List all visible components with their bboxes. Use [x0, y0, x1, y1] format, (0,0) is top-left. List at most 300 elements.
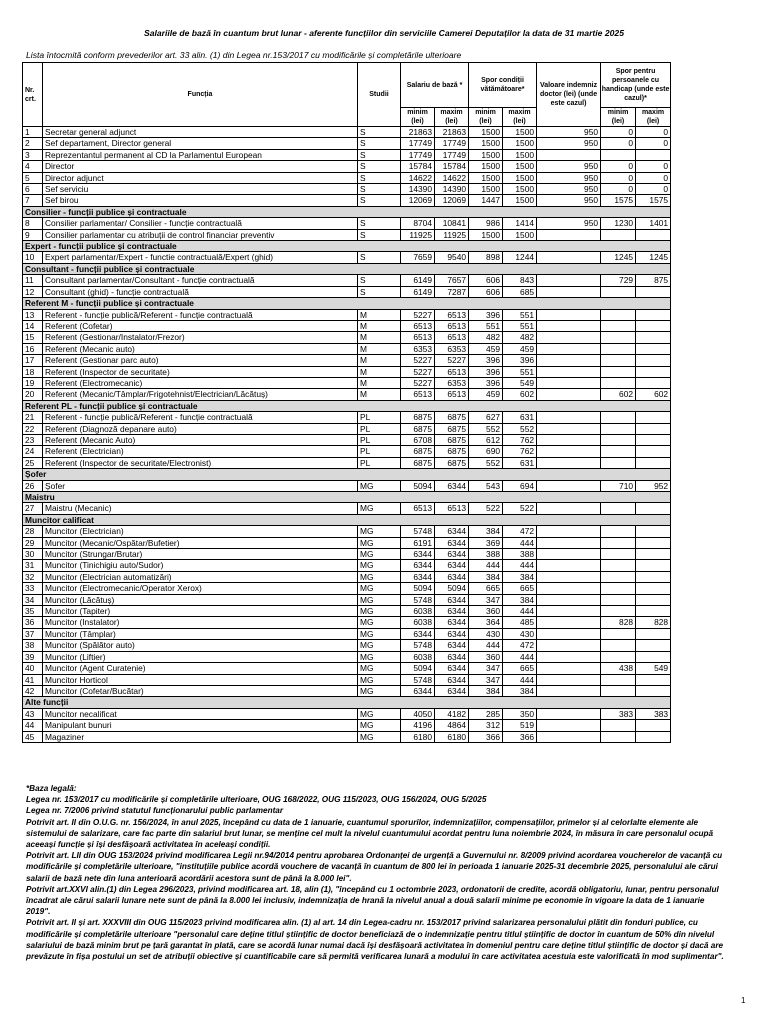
cell-b: 6344: [435, 571, 469, 582]
cell-h: [636, 594, 671, 605]
cell-h: [636, 446, 671, 457]
cell-d: 444: [503, 651, 537, 662]
cell-a: 5094: [401, 583, 435, 594]
cell-e: 950: [537, 172, 601, 183]
cell-h: [636, 332, 671, 343]
header-salariu: Salariu de bază *: [401, 63, 469, 108]
cell-n: 33: [23, 583, 43, 594]
cell-s: MG: [358, 594, 401, 605]
cell-s: MG: [358, 663, 401, 674]
cell-f: Referent (Cofetar): [43, 320, 358, 331]
section-row: [23, 469, 671, 480]
cell-d: 522: [503, 503, 537, 514]
cell-a: 14390: [401, 184, 435, 195]
cell-b: 6875: [435, 423, 469, 434]
cell-n: 20: [23, 389, 43, 400]
cell-c: 396: [469, 355, 503, 366]
cell-s: S: [358, 275, 401, 286]
table-row: [23, 127, 671, 138]
cell-f: Sef serviciu: [43, 184, 358, 195]
cell-e: [537, 434, 601, 445]
cell-d: 485: [503, 617, 537, 628]
section-row: [23, 206, 671, 217]
cell-f: Consilier parlamentar/ Consilier - funcție contractuală: [43, 218, 358, 229]
cell-d: 1500: [503, 149, 537, 160]
cell-b: 14622: [435, 172, 469, 183]
cell-n: 32: [23, 571, 43, 582]
cell-a: 5748: [401, 674, 435, 685]
cell-s: S: [358, 138, 401, 149]
cell-d: 388: [503, 549, 537, 560]
header-salariu-max: maxim (lei): [435, 108, 469, 127]
cell-f: Director adjunct: [43, 172, 358, 183]
cell-h: [636, 343, 671, 354]
cell-e: [537, 674, 601, 685]
cell-h: [636, 434, 671, 445]
cell-e: [537, 446, 601, 457]
cell-e: 950: [537, 195, 601, 206]
cell-c: 986: [469, 218, 503, 229]
cell-d: 430: [503, 628, 537, 639]
cell-b: 6344: [435, 537, 469, 548]
cell-b: 10841: [435, 218, 469, 229]
table-row: [23, 377, 671, 388]
cell-a: 6875: [401, 423, 435, 434]
cell-d: 444: [503, 674, 537, 685]
cell-n: 31: [23, 560, 43, 571]
cell-g: [601, 457, 636, 468]
cell-g: 438: [601, 663, 636, 674]
cell-a: 6344: [401, 685, 435, 696]
cell-e: [537, 457, 601, 468]
cell-g: [601, 731, 636, 742]
cell-g: 710: [601, 480, 636, 491]
cell-g: [601, 434, 636, 445]
cell-b: 15784: [435, 161, 469, 172]
cell-g: [601, 526, 636, 537]
cell-h: [636, 560, 671, 571]
cell-c: 459: [469, 343, 503, 354]
table-row: [23, 583, 671, 594]
table-row: [23, 343, 671, 354]
cell-a: 21863: [401, 127, 435, 138]
cell-f: Muncitor (Electrician): [43, 526, 358, 537]
cell-b: 6875: [435, 412, 469, 423]
cell-n: 34: [23, 594, 43, 605]
cell-g: [601, 628, 636, 639]
cell-a: 6038: [401, 651, 435, 662]
cell-s: MG: [358, 720, 401, 731]
cell-f: Maistru (Mecanic): [43, 503, 358, 514]
table-row: [23, 480, 671, 491]
cell-g: [601, 685, 636, 696]
cell-f: Muncitor (Instalator): [43, 617, 358, 628]
table-row: [23, 606, 671, 617]
cell-e: [537, 252, 601, 263]
cell-e: 950: [537, 127, 601, 138]
cell-h: 952: [636, 480, 671, 491]
cell-b: 4864: [435, 720, 469, 731]
cell-g: [601, 343, 636, 354]
cell-c: 459: [469, 389, 503, 400]
cell-c: 396: [469, 377, 503, 388]
cell-n: 2: [23, 138, 43, 149]
cell-b: 6344: [435, 651, 469, 662]
cell-e: [537, 377, 601, 388]
cell-s: MG: [358, 731, 401, 742]
table-row: [23, 149, 671, 160]
cell-h: 1401: [636, 218, 671, 229]
cell-d: 602: [503, 389, 537, 400]
table-row: [23, 286, 671, 297]
cell-a: 17749: [401, 138, 435, 149]
cell-h: [636, 606, 671, 617]
cell-a: 6513: [401, 503, 435, 514]
cell-d: 631: [503, 457, 537, 468]
note-paragraph: Potrivit art.XXVI alin.(1) din Legea 296/2023, privind modificarea art. 18, alin (1), "începând cu 1 octombrie 2023, ordonatorii de credite, acordă obligatoriu, lunar, pentru personalul încadrat ale cărui salarii lunare nete sunt de până la 8.000 lei inclusiv, indemnizația de hrană la nivelul anual a două salarii minime pe economie în vigoare la data de 1 ianuarie 2019".: [26, 884, 719, 917]
header-doctor: Valoare indemniz doctor (lei) (unde este cazul): [537, 63, 601, 127]
cell-s: PL: [358, 446, 401, 457]
cell-a: 6191: [401, 537, 435, 548]
cell-f: Consultant parlamentar/Consultant - funcție contractuală: [43, 275, 358, 286]
cell-n: 9: [23, 229, 43, 240]
cell-b: 4182: [435, 708, 469, 719]
cell-e: 950: [537, 218, 601, 229]
cell-f: Referent (Inspector de securitate): [43, 366, 358, 377]
cell-h: 875: [636, 275, 671, 286]
cell-f: Referent (Inspector de securitate/Electronist): [43, 457, 358, 468]
cell-a: 5227: [401, 366, 435, 377]
cell-d: 444: [503, 606, 537, 617]
cell-a: 6149: [401, 286, 435, 297]
cell-n: 14: [23, 320, 43, 331]
cell-f: Reprezentantul permanent al CD la Parlamentul European: [43, 149, 358, 160]
cell-c: 1500: [469, 138, 503, 149]
cell-d: 1500: [503, 195, 537, 206]
cell-n: 13: [23, 309, 43, 320]
section-title: Referent PL - funcții publice și contractuale: [23, 400, 671, 411]
cell-e: [537, 720, 601, 731]
cell-n: 43: [23, 708, 43, 719]
cell-g: [601, 651, 636, 662]
cell-g: [601, 377, 636, 388]
cell-c: 606: [469, 286, 503, 297]
cell-a: 4050: [401, 708, 435, 719]
cell-g: 0: [601, 161, 636, 172]
cell-d: 1500: [503, 172, 537, 183]
table-row: [23, 708, 671, 719]
cell-b: 6344: [435, 640, 469, 651]
cell-b: 17749: [435, 138, 469, 149]
table-row: [23, 218, 671, 229]
cell-e: [537, 149, 601, 160]
cell-e: [537, 663, 601, 674]
cell-b: 14390: [435, 184, 469, 195]
cell-c: 1500: [469, 127, 503, 138]
cell-d: 1500: [503, 229, 537, 240]
table-row: [23, 731, 671, 742]
cell-a: 6038: [401, 617, 435, 628]
cell-s: MG: [358, 606, 401, 617]
section-title: Consilier - funcții publice și contractuale: [23, 206, 671, 217]
cell-g: [601, 537, 636, 548]
cell-b: 6344: [435, 674, 469, 685]
cell-a: 8704: [401, 218, 435, 229]
cell-f: Muncitor (Cofetar/Bucătar): [43, 685, 358, 696]
cell-e: [537, 594, 601, 605]
cell-s: PL: [358, 457, 401, 468]
cell-s: S: [358, 229, 401, 240]
cell-g: 1230: [601, 218, 636, 229]
cell-b: 6353: [435, 377, 469, 388]
cell-g: [601, 583, 636, 594]
cell-n: 4: [23, 161, 43, 172]
cell-f: Referent (Mecanic auto): [43, 343, 358, 354]
cell-h: [636, 720, 671, 731]
cell-s: MG: [358, 503, 401, 514]
cell-a: 5227: [401, 355, 435, 366]
cell-c: 1500: [469, 172, 503, 183]
cell-b: 6875: [435, 434, 469, 445]
cell-c: 1500: [469, 149, 503, 160]
cell-d: 396: [503, 355, 537, 366]
table-row: [23, 195, 671, 206]
cell-s: MG: [358, 617, 401, 628]
cell-f: Manipulant bunuri: [43, 720, 358, 731]
cell-g: 602: [601, 389, 636, 400]
cell-d: 665: [503, 663, 537, 674]
cell-n: 7: [23, 195, 43, 206]
cell-b: 12069: [435, 195, 469, 206]
cell-g: 0: [601, 184, 636, 195]
cell-s: S: [358, 252, 401, 263]
cell-d: 694: [503, 480, 537, 491]
cell-f: Referent - funcție publică/Referent - funcție contractuală: [43, 412, 358, 423]
cell-a: 5748: [401, 640, 435, 651]
cell-e: 950: [537, 138, 601, 149]
cell-f: Referent (Gestionar parc auto): [43, 355, 358, 366]
cell-a: 6344: [401, 560, 435, 571]
cell-h: [636, 377, 671, 388]
cell-h: 1575: [636, 195, 671, 206]
cell-f: Referent (Electromecanic): [43, 377, 358, 388]
cell-e: [537, 503, 601, 514]
cell-h: [636, 286, 671, 297]
cell-c: 522: [469, 503, 503, 514]
cell-e: 950: [537, 184, 601, 195]
cell-b: 6513: [435, 389, 469, 400]
cell-h: [636, 537, 671, 548]
cell-e: [537, 332, 601, 343]
cell-g: [601, 549, 636, 560]
table-row: [23, 685, 671, 696]
cell-h: 828: [636, 617, 671, 628]
cell-s: MG: [358, 571, 401, 582]
cell-e: [537, 640, 601, 651]
cell-s: MG: [358, 583, 401, 594]
section-row: [23, 697, 671, 708]
cell-e: [537, 526, 601, 537]
document-subtitle: Lista întocmită conform prevederilor art. 33 alin. (1) din Legea nr.153/2017 cu modificările și completările ulterioare: [26, 50, 462, 60]
table-row: [23, 184, 671, 195]
table-body: [23, 127, 671, 743]
cell-g: 1575: [601, 195, 636, 206]
cell-g: [601, 423, 636, 434]
table-row: [23, 503, 671, 514]
cell-e: [537, 366, 601, 377]
cell-d: 631: [503, 412, 537, 423]
cell-e: [537, 583, 601, 594]
cell-n: 8: [23, 218, 43, 229]
cell-d: 549: [503, 377, 537, 388]
cell-g: [601, 412, 636, 423]
cell-s: M: [358, 343, 401, 354]
cell-n: 27: [23, 503, 43, 514]
cell-f: Referent - funcție publică/Referent - funcție contractuală: [43, 309, 358, 320]
cell-b: 21863: [435, 127, 469, 138]
cell-d: 1500: [503, 161, 537, 172]
cell-b: 6513: [435, 503, 469, 514]
table-row: [23, 434, 671, 445]
cell-b: 7287: [435, 286, 469, 297]
cell-c: 606: [469, 275, 503, 286]
cell-c: 384: [469, 571, 503, 582]
cell-h: 602: [636, 389, 671, 400]
cell-n: 45: [23, 731, 43, 742]
section-row: [23, 400, 671, 411]
cell-e: [537, 480, 601, 491]
cell-n: 28: [23, 526, 43, 537]
cell-s: MG: [358, 708, 401, 719]
header-handicap-max: maxim (lei): [636, 108, 671, 127]
cell-g: [601, 229, 636, 240]
cell-b: 6344: [435, 526, 469, 537]
note-paragraph: Legea nr. 153/2017 cu modificările și completările ulterioare, OUG 168/2022, OUG 115/2023, OUG 156/2024, OUG 5/2025: [26, 795, 487, 805]
cell-g: [601, 594, 636, 605]
cell-h: [636, 309, 671, 320]
cell-b: 6344: [435, 628, 469, 639]
cell-a: 17749: [401, 149, 435, 160]
cell-s: S: [358, 161, 401, 172]
cell-a: 14622: [401, 172, 435, 183]
cell-b: 6875: [435, 446, 469, 457]
cell-h: 0: [636, 184, 671, 195]
legal-notes: [26, 783, 726, 962]
cell-s: PL: [358, 423, 401, 434]
cell-h: [636, 503, 671, 514]
cell-d: 843: [503, 275, 537, 286]
table-row: [23, 252, 671, 263]
cell-e: [537, 571, 601, 582]
cell-c: 366: [469, 731, 503, 742]
cell-e: [537, 423, 601, 434]
cell-e: [537, 617, 601, 628]
cell-g: [601, 355, 636, 366]
cell-a: 6513: [401, 332, 435, 343]
cell-s: MG: [358, 628, 401, 639]
cell-c: 347: [469, 674, 503, 685]
cell-d: 762: [503, 446, 537, 457]
cell-e: [537, 560, 601, 571]
cell-f: Magaziner: [43, 731, 358, 742]
cell-g: 1245: [601, 252, 636, 263]
cell-b: 6344: [435, 606, 469, 617]
cell-n: 22: [23, 423, 43, 434]
cell-d: 551: [503, 320, 537, 331]
cell-s: S: [358, 184, 401, 195]
cell-c: 396: [469, 309, 503, 320]
cell-b: 5094: [435, 583, 469, 594]
cell-s: S: [358, 149, 401, 160]
cell-b: 9540: [435, 252, 469, 263]
cell-e: [537, 320, 601, 331]
cell-n: 29: [23, 537, 43, 548]
header-handicap: Spor pentru persoanele cu handicap (unde este cazul)*: [601, 63, 671, 108]
section-title: Expert - funcții publice și contractuale: [23, 241, 671, 252]
section-row: [23, 514, 671, 525]
cell-n: 35: [23, 606, 43, 617]
cell-b: 6344: [435, 685, 469, 696]
cell-c: 360: [469, 606, 503, 617]
cell-s: MG: [358, 526, 401, 537]
cell-c: 444: [469, 560, 503, 571]
table-row: [23, 674, 671, 685]
cell-d: 665: [503, 583, 537, 594]
cell-s: PL: [358, 412, 401, 423]
cell-d: 459: [503, 343, 537, 354]
table-row: [23, 594, 671, 605]
cell-n: 37: [23, 628, 43, 639]
cell-b: 6513: [435, 309, 469, 320]
cell-n: 40: [23, 663, 43, 674]
header-salariu-min: minim (lei): [401, 108, 435, 127]
section-title: Șofer: [23, 469, 671, 480]
table-row: [23, 537, 671, 548]
cell-d: 1500: [503, 127, 537, 138]
table-row: [23, 138, 671, 149]
cell-d: 472: [503, 640, 537, 651]
cell-s: M: [358, 332, 401, 343]
cell-h: [636, 583, 671, 594]
table-row: [23, 320, 671, 331]
cell-c: 665: [469, 583, 503, 594]
cell-b: 6344: [435, 549, 469, 560]
cell-f: Muncitor (Tâmplar): [43, 628, 358, 639]
cell-c: 627: [469, 412, 503, 423]
cell-n: 12: [23, 286, 43, 297]
cell-n: 39: [23, 651, 43, 662]
cell-a: 11925: [401, 229, 435, 240]
cell-f: Muncitor (Tinichigiu auto/Sudor): [43, 560, 358, 571]
header-studii: Studii: [358, 63, 401, 127]
table-row: [23, 549, 671, 560]
cell-s: S: [358, 172, 401, 183]
cell-h: [636, 355, 671, 366]
cell-f: Sef departament, Director general: [43, 138, 358, 149]
cell-f: Sef birou: [43, 195, 358, 206]
cell-e: [537, 549, 601, 560]
cell-h: [636, 366, 671, 377]
cell-s: S: [358, 218, 401, 229]
cell-e: [537, 606, 601, 617]
cell-f: Referent (Electrician): [43, 446, 358, 457]
cell-c: 551: [469, 320, 503, 331]
cell-h: [636, 149, 671, 160]
note-paragraph: Legea nr. 7/2006 privind statutul funcționarului public parlamentar: [26, 806, 284, 816]
cell-c: 388: [469, 549, 503, 560]
cell-h: [636, 412, 671, 423]
cell-s: MG: [358, 651, 401, 662]
